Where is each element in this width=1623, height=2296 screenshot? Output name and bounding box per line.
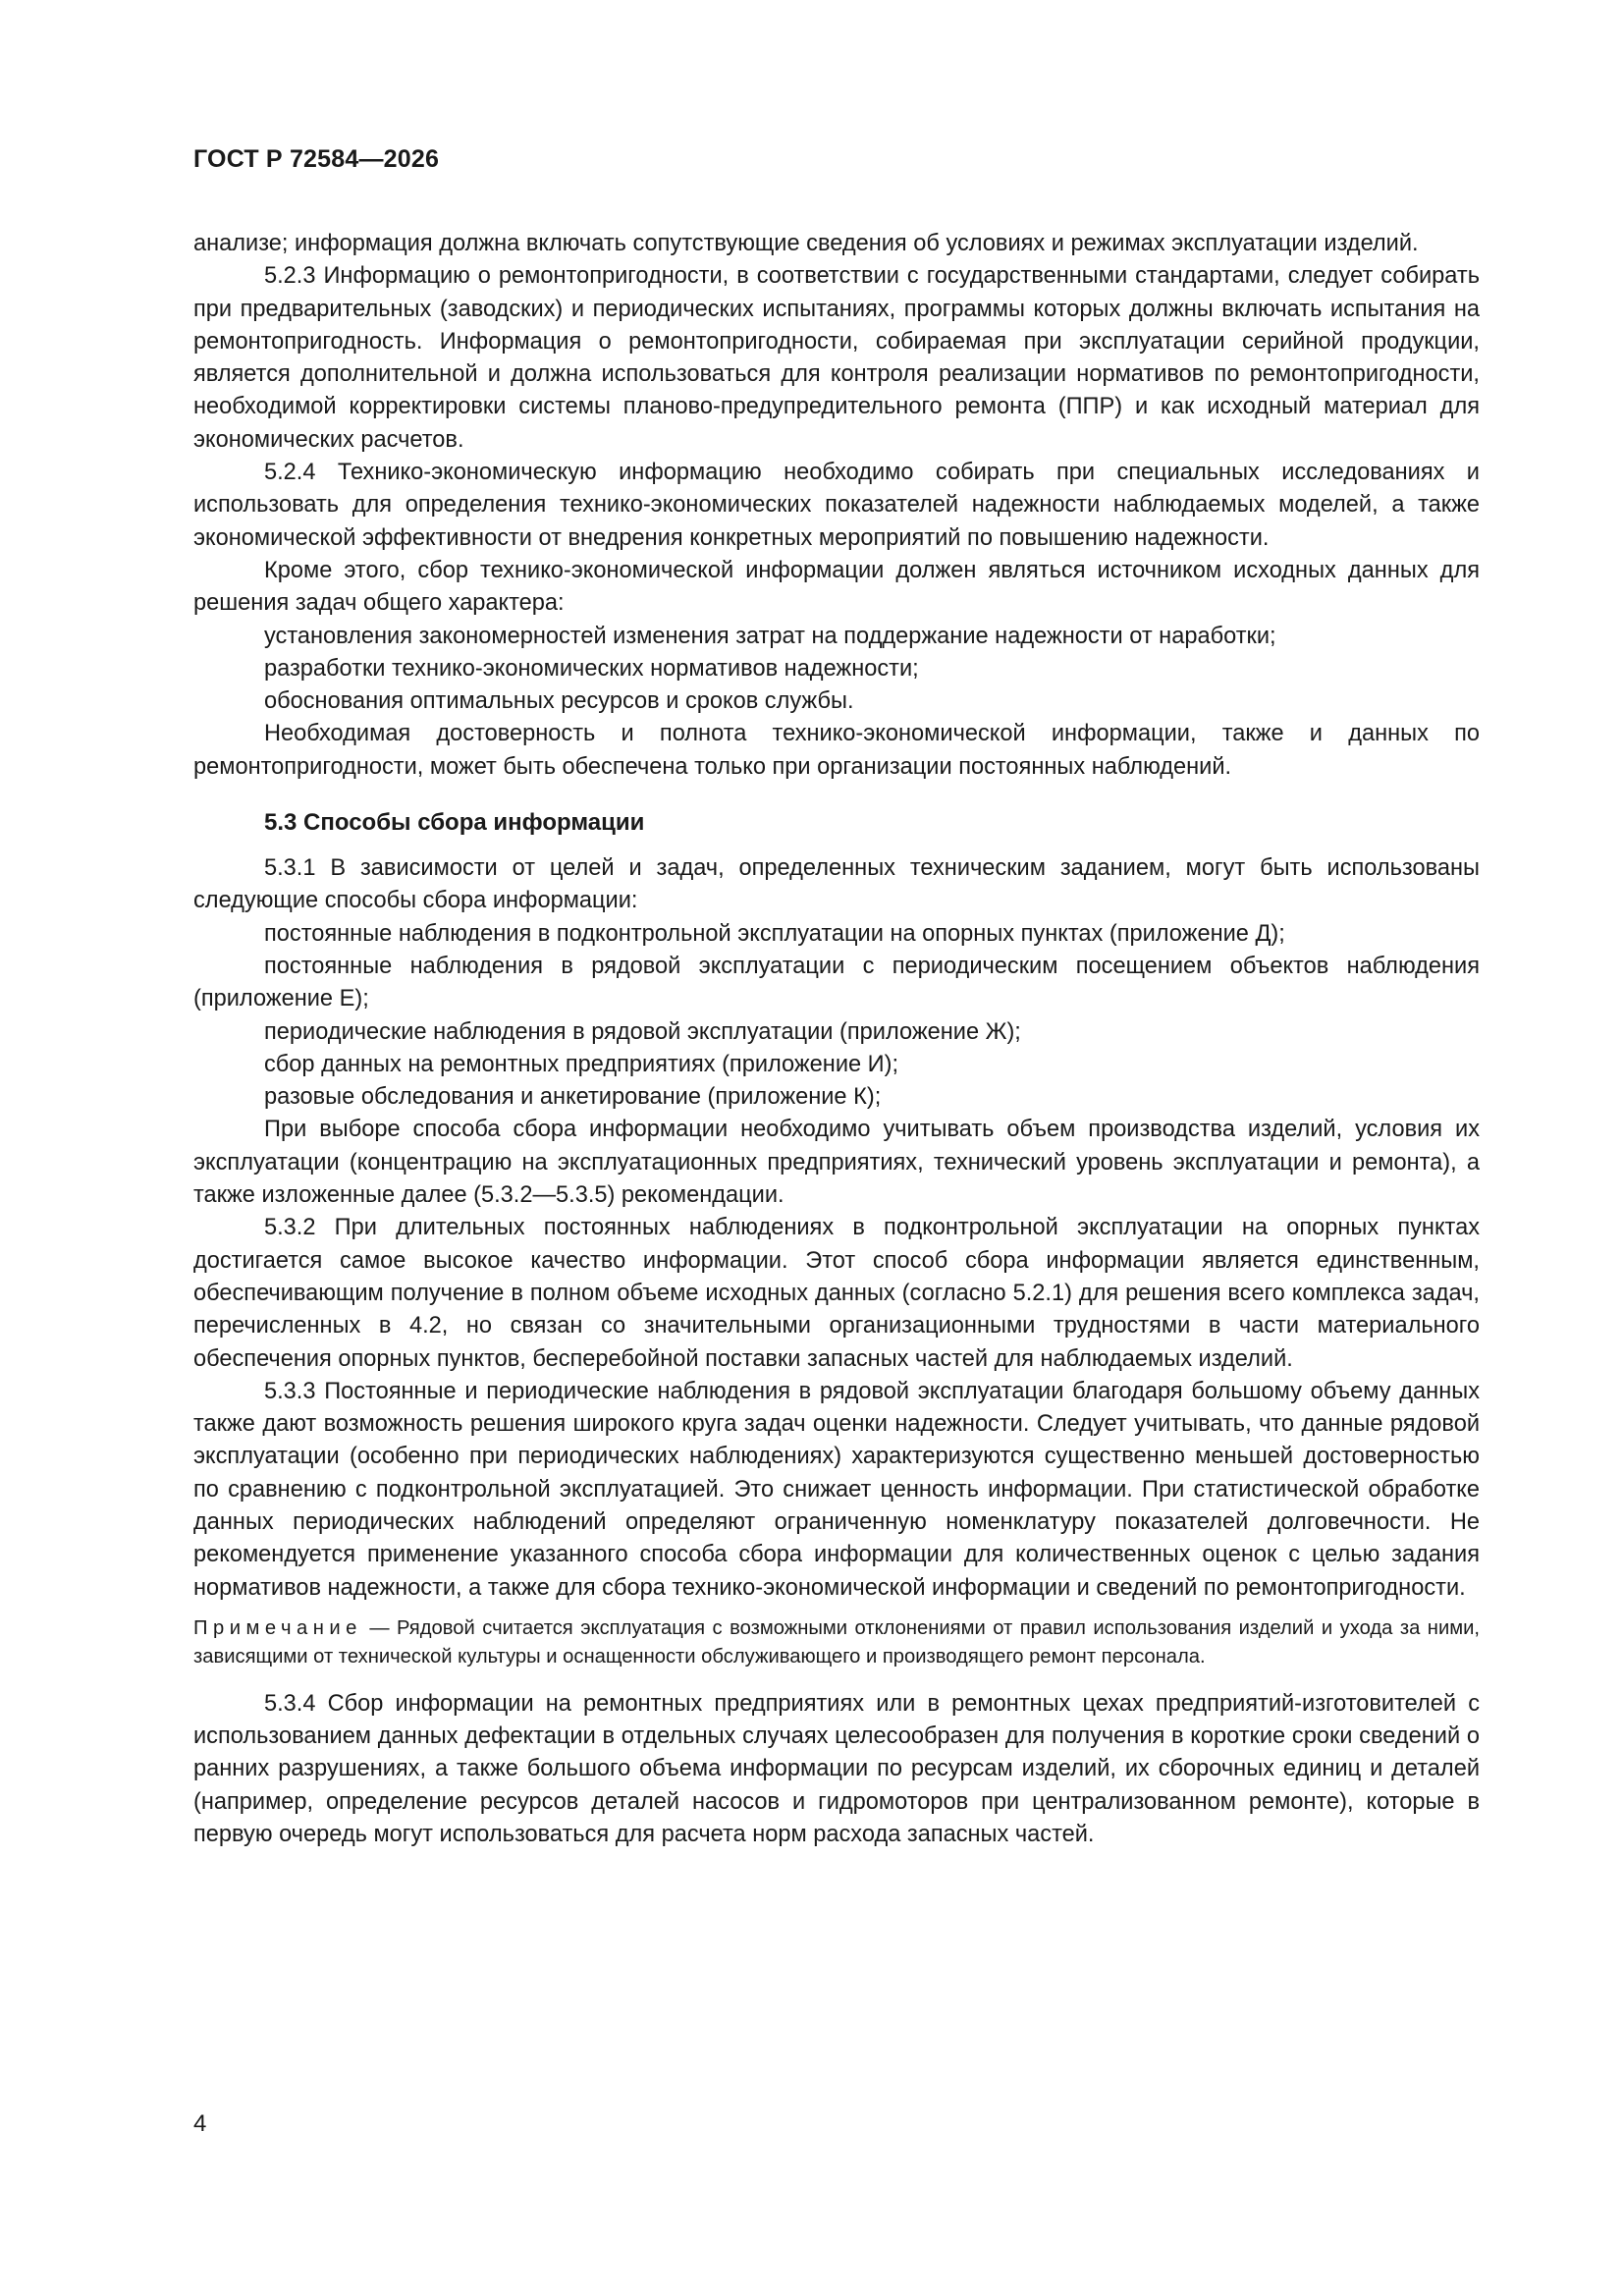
note-text: — Рядовой считается эксплуатация с возможными отклонениями от правил использования изделий и ухода за ними, зависящими от технической культуры и оснащенности обслуживающего и производящего ремонт персонала. (193, 1616, 1480, 1668)
note (193, 1614, 1480, 1672)
page-number: 4 (193, 2110, 207, 2137)
paragraph-continuation: анализе; информация должна включать сопутствующие сведения об условиях и режимах эксплуатации изделий. (193, 231, 1419, 256)
list-item: постоянные наблюдения в рядовой эксплуатации с периодическим посещением объектов наблюдения (приложение Е); (193, 953, 1480, 1012)
paragraph-5-3-4: 5.3.4 Сбор информации на ремонтных предприятиях или в ремонтных цехах предприятий-изготовителей с использованием данных дефектации в отдельных случаях целесообразен для получения в короткие сроки сведений о ранних разрушениях, а также большого объема информации по ресурсам изделий, их сборочных единиц и деталей (например, определение ресурсов деталей насосов и гидромоторов при централизованном ремонте), которые в первую очередь могут использоваться для расчета норм расхода запасных частей. (193, 1690, 1480, 1848)
document-code: ГОСТ Р 72584—2026 (193, 145, 440, 173)
note-label: Примечание (193, 1616, 362, 1639)
list-item: обоснования оптимальных ресурсов и сроков службы. (264, 688, 854, 715)
list-item: сбор данных на ремонтных предприятиях (приложение И); (264, 1051, 899, 1077)
paragraph-5-2-4: 5.2.4 Технико-экономическую информацию необходимо собирать при специальных исследованиях и использовать для определения технико-экономических показателей надежности наблюдаемых моделей, а также экономической эффективности от внедрения конкретных мероприятий по повышению надежности. (193, 460, 1480, 551)
list-item: разработки технико-экономических нормативов надежности; (264, 655, 919, 682)
paragraph-reliability: Необходимая достоверность и полнота технико-экономической информации, также и данных по ремонтопригодности, может быть обеспечена только при организации постоянных наблюдений. (193, 721, 1480, 780)
paragraph-5-3-2: 5.3.2 При длительных постоянных наблюдениях в подконтрольной эксплуатации на опорных пунктах достигается самое высокое качество информации. Этот способ сбора информации является единственным, обеспечивающим получение в полном объеме исходных данных (согласно 5.2.1) для решения всего комплекса задач, перечисленных в 4.2, но связан со значительными организационными трудностями в части материального обеспечения опорных пунктов, бесперебойной поставки запасных частей для наблюдаемых изделий. (193, 1215, 1480, 1372)
paragraph-5-3-1: 5.3.1 В зависимости от целей и задач, определенных техническим заданием, могут быть использованы следующие способы сбора информации: (193, 855, 1480, 914)
list-item: установления закономерностей изменения затрат на поддержание надежности от наработки; (264, 623, 1276, 649)
list-item: постоянные наблюдения в подконтрольной эксплуатации на опорных пунктах (приложение Д); (264, 920, 1285, 947)
document-body (193, 228, 1480, 1851)
list-item: периодические наблюдения в рядовой эксплуатации (приложение Ж); (264, 1018, 1021, 1045)
paragraph-method-choice: При выборе способа сбора информации необходимо учитывать объем производства изделий, условия их эксплуатации (концентрацию на эксплуатационных предприятиях, технический уровень эксплуатации и ремонта), а также изложенные далее (5.3.2—5.3.5) рекомендации. (193, 1117, 1480, 1209)
paragraph-5-2-3: 5.2.3 Информацию о ремонтопригодности, в соответствии с государственными стандартами, следует собирать при предварительных (заводских) и периодических испытаниях, программы которых должны включать испытания на ремонтопригодность. Информация о ремонтопригодности, собираемая при эксплуатации серийной продукции, является дополнительной и должна использоваться для контроля реализации нормативов по ремонтопригодности, необходимой корректировки системы планово-предупредительного ремонта (ППР) и как исходный материал для экономических расчетов. (193, 263, 1480, 453)
paragraph-general-tasks: Кроме этого, сбор технико-экономической информации должен являться источником исходных данных для решения задач общего характера: (193, 557, 1480, 617)
paragraph-5-3-3: 5.3.3 Постоянные и периодические наблюдения в рядовой эксплуатации благодаря большому объему данных также дают возможность решения широкого круга задач оценки надежности. Следует учитывать, что данные рядовой эксплуатации (особенно при периодических наблюдениях) характеризуются существенно меньшей достоверностью по сравнению с подконтрольной эксплуатацией. Это снижает ценность информации. При статистической обработке данных периодических наблюдений определяют ограниченную номенклатуру показателей долговечности. Не рекомендуется применение указанного способа сбора информации для количественных оценок с целью задания нормативов надежности, а также для сбора технико-экономической информации и сведений по ремонтопригодности. (193, 1378, 1480, 1601)
list-item: разовые обследования и анкетирование (приложение К); (264, 1084, 882, 1111)
document-page (193, 145, 1480, 1851)
section-heading-5-3: 5.3 Способы сбора информации (264, 809, 645, 837)
